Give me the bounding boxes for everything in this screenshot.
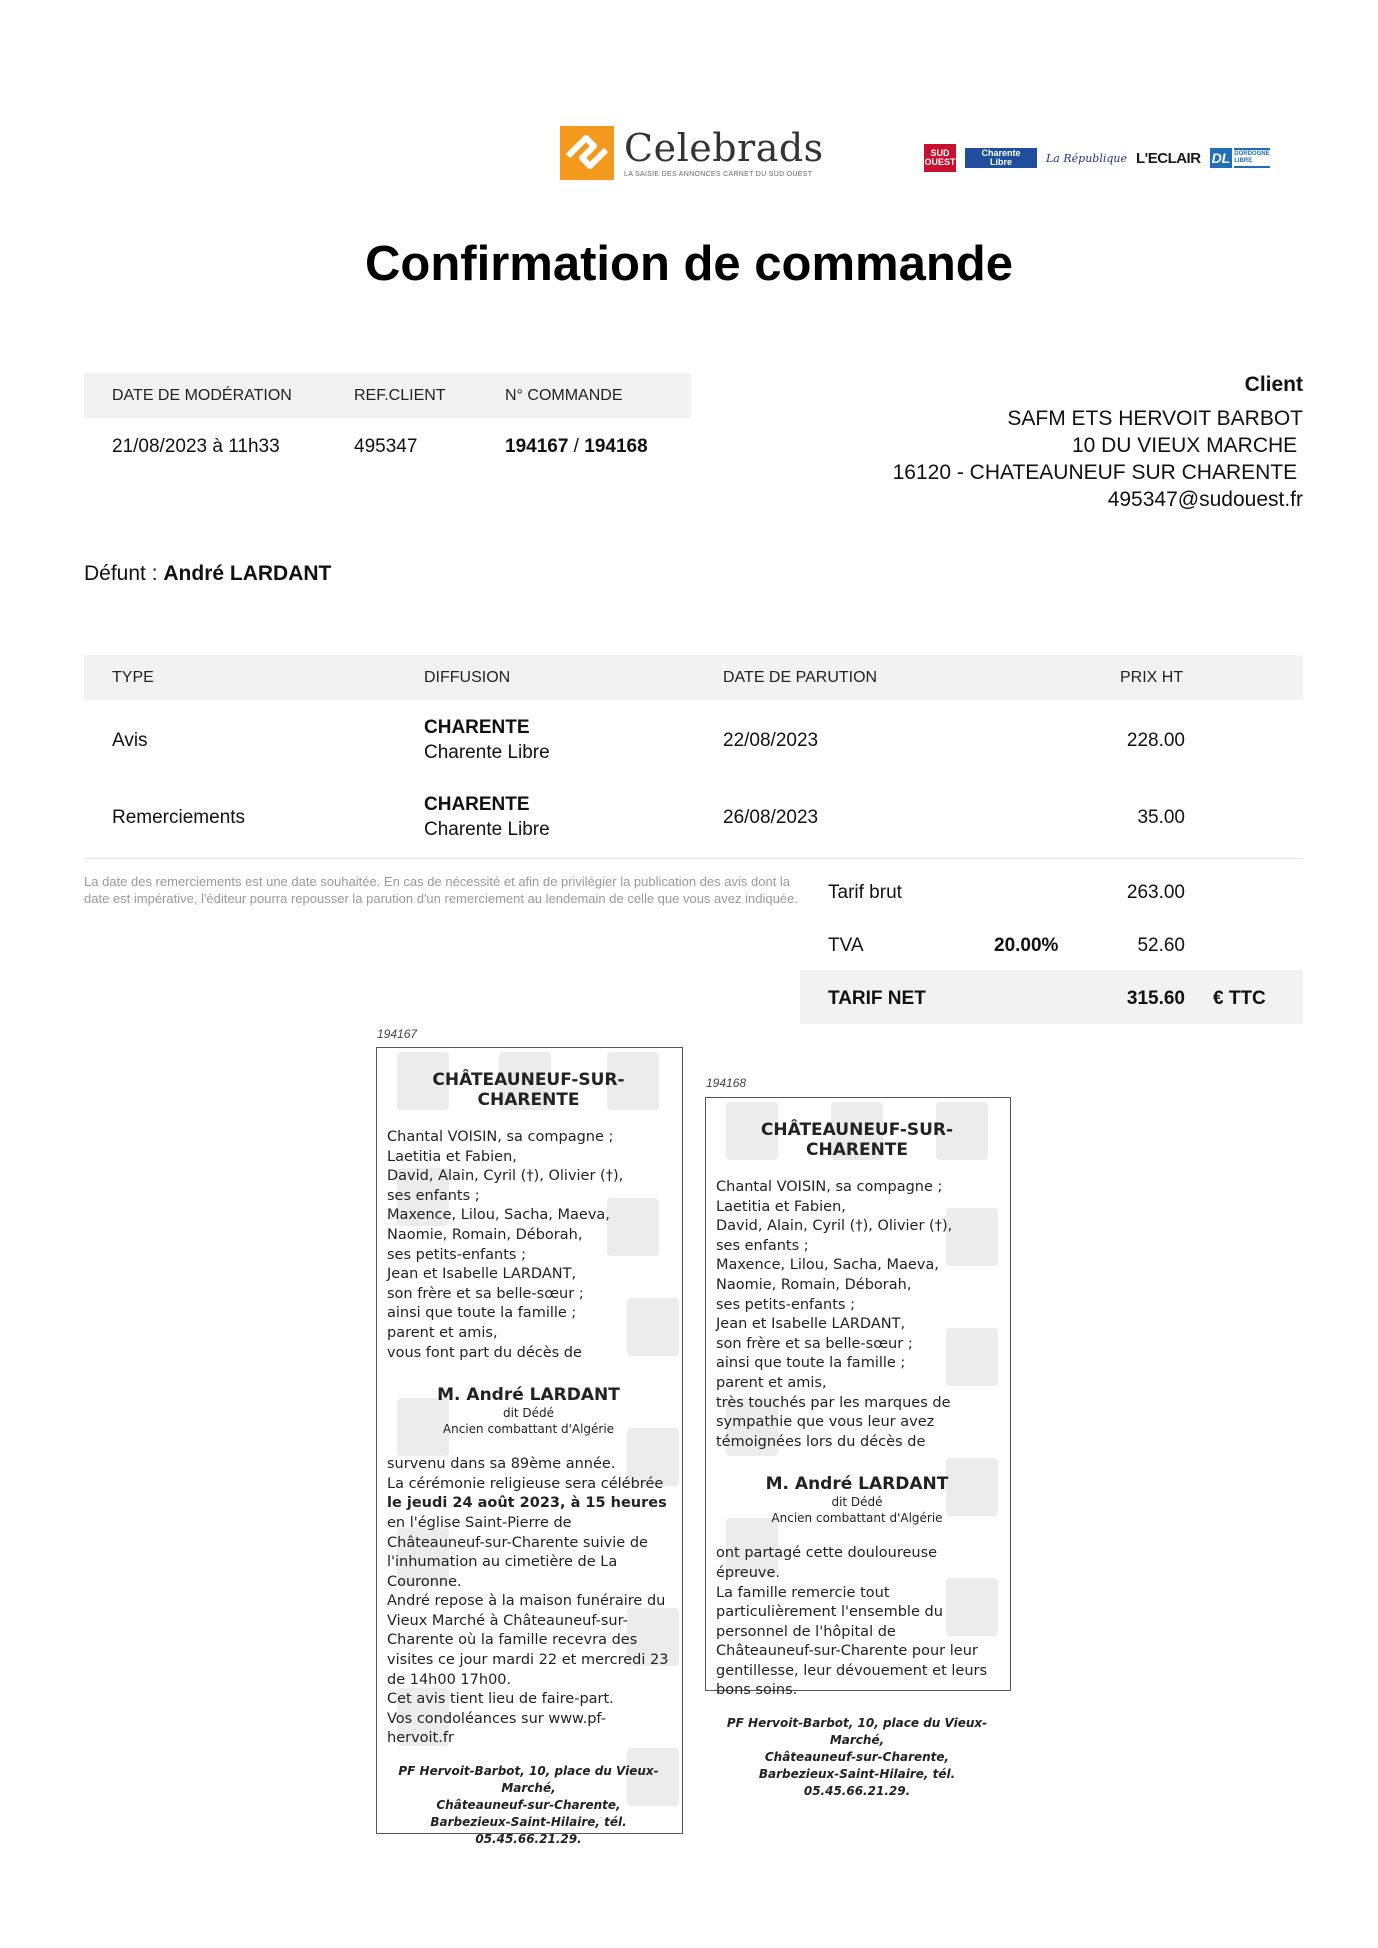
col-diffusion-header: DIFFUSION	[424, 669, 511, 686]
row1-date: 22/08/2023	[723, 730, 819, 751]
row2-region: CHARENTE	[424, 794, 530, 815]
col-type-header: TYPE	[112, 669, 154, 686]
ad2-family-text: Chantal VOISIN, sa compagne ; Laetitia et Fabien, David, Alain, Cyril (†), Olivier (†), ses enfants ; Maxence, Lilou, Sacha, Maeva, Naomie, Romain, Déborah, ses petits-enfants ; Jean et Isabelle LARDANT, son frère et sa belle-sœur ; ainsi que toute la famille ; parent et amis, très touchés par les marques de sympathie que vous leur avez témoignées lors du décès de	[716, 1179, 953, 1450]
celebrads-logo-icon	[560, 126, 614, 180]
page-title: Confirmation de commande	[365, 237, 1013, 291]
order-date: 21/08/2023 à 11h33	[112, 436, 280, 457]
client-block	[893, 373, 1303, 513]
ad-preview-avis	[376, 1047, 683, 1847]
row1-price: 228.00	[1126, 730, 1185, 751]
ad2-nickname: dit Dédé	[831, 1495, 883, 1510]
order-date-header: DATE DE MODÉRATION	[112, 387, 292, 404]
ad2-title-veteran: Ancien combattant d'Algérie	[771, 1511, 943, 1526]
ad1-title-veteran: Ancien combattant d'Algérie	[442, 1422, 615, 1437]
tarif-net-label: TARIF NET	[828, 988, 926, 1009]
order-numbers: 194167 / 194168	[505, 436, 648, 457]
tarif-net-currency: € TTC	[1213, 988, 1266, 1009]
tva-label: TVA	[828, 935, 864, 956]
ad-preview-remerciements	[705, 1097, 1011, 1799]
l-eclair-logo: L'ECLAIR	[1136, 149, 1201, 167]
dordogne-libre-logo: DL DORDOGNE LIBRE	[1211, 150, 1270, 166]
ad2-footer: PF Hervoit-Barbot, 10, place du Vieux-Marché, Châteauneuf-sur-Charente, Barbezieux-Saint-Hilaire, tél. 05.45.66.21.29.	[726, 1716, 988, 1799]
ad1-family-text: Chantal VOISIN, sa compagne ; Laetitia et Fabien, David, Alain, Cyril (†), Olivier (†), ses enfants ; Maxence, Lilou, Sacha, Maeva, Naomie, Romain, Déborah, ses petits-enfants ; Jean et Isabelle LARDANT, son frère et sa belle-sœur ; ainsi que toute la famille ; parent et amis, vous font part du décès de	[387, 1129, 624, 1361]
ad2-deceased-name: M. André LARDANT	[765, 1474, 949, 1495]
charente-libre-logo: Charente Libre	[965, 148, 1037, 168]
ad1-ceremony-text: survenu dans sa 89ème année. La cérémonie religieuse sera célébrée le jeudi 24 août 2023, à 15 heures en l'église Saint-Pierre de Châteauneuf-sur-Charente suivie de l'inhumation au cimetière de La Couronne. André repose à la maison funéraire du Vieux Marché à Châteauneuf-sur- Charente où la famille recevra des visites ce jour mardi 22 et mercredi 23 de 14h00 17h00. Cet avis tient lieu de faire-part. Vos condoléances sur www.pf- hervoit.fr	[387, 1456, 669, 1747]
la-republique-logo: La République	[1046, 151, 1127, 165]
sud-ouest-logo: SUD OUEST	[924, 144, 956, 172]
client-email: 495347@sudouest.fr	[1107, 488, 1303, 511]
row2-type: Remerciements	[112, 807, 246, 828]
tva-rate: 20.00%	[994, 935, 1059, 956]
row2-date: 26/08/2023	[723, 807, 819, 828]
tarif-net-value: 315.60	[1126, 988, 1185, 1009]
newspaper-logos	[924, 144, 1279, 172]
ad1-nickname: dit Dédé	[502, 1406, 555, 1421]
tarif-brut-value: 263.00	[1126, 882, 1185, 903]
defunt-label: Défunt :	[84, 562, 164, 585]
ad2-number: 194168	[706, 1076, 747, 1090]
client-city: 16120 - CHATEAUNEUF SUR CHARENTE	[892, 461, 1303, 484]
brand-name: Celebrads	[624, 125, 824, 170]
row2-price: 35.00	[1137, 807, 1185, 828]
client-title: Client	[1244, 373, 1303, 396]
order-number-1: 194167	[505, 436, 569, 457]
order-number-2: 194168	[584, 436, 648, 457]
row1-region: CHARENTE	[424, 717, 530, 738]
row2-paper: Charente Libre	[424, 819, 550, 840]
row1-paper: Charente Libre	[424, 742, 550, 763]
order-ref: 495347	[354, 436, 418, 457]
ad1-footer: PF Hervoit-Barbot, 10, place du Vieux-Marché, Châteauneuf-sur-Charente, Barbezieux-Saint-Hilaire, tél. 05.45.66.21.29.	[398, 1764, 659, 1847]
order-number-header: N° COMMANDE	[505, 387, 623, 404]
ad1-title: CHÂTEAUNEUF-SUR- CHARENTE	[432, 1070, 625, 1110]
ad1-deceased-name: M. André LARDANT	[437, 1385, 620, 1406]
col-price-header: PRIX HT	[1120, 669, 1184, 686]
brand-tagline: LA SAISIE DES ANNONCES CARNET DU SUD OUEST	[624, 170, 813, 178]
client-address: 10 DU VIEUX MARCHE	[1071, 434, 1303, 457]
brand-header	[560, 126, 824, 180]
defunt-name: André LARDANT	[163, 562, 332, 585]
order-ref-header: REF.CLIENT	[354, 387, 446, 404]
defunt-line	[84, 562, 331, 586]
ad1-number: 194167	[377, 1027, 418, 1041]
table-divider	[84, 858, 1303, 859]
col-date-header: DATE DE PARUTION	[723, 669, 878, 686]
tva-value: 52.60	[1137, 935, 1185, 956]
ad2-thanks-text: ont partagé cette douloureuse épreuve. La famille remercie tout particulièrement l'ensemble du personnel de l'hôpital de Châteauneuf-sur-Charente pour leur gentillesse, leur dévouement et leurs bons soins.	[716, 1545, 988, 1699]
row1-type: Avis	[112, 730, 148, 751]
ad2-title: CHÂTEAUNEUF-SUR- CHARENTE	[760, 1120, 954, 1160]
tarif-brut-label: Tarif brut	[828, 882, 902, 903]
client-name: SAFM ETS HERVOIT BARBOT	[1007, 407, 1303, 430]
remerciements-note: La date des remerciements est une date souhaitée. En cas de nécessité et afin de privilégier la publication des avis dont la date est impérative, l'éditeur pourra repousser la parution d'un remerciement au lendemain de celle que vous avez indiquée.	[84, 874, 798, 906]
